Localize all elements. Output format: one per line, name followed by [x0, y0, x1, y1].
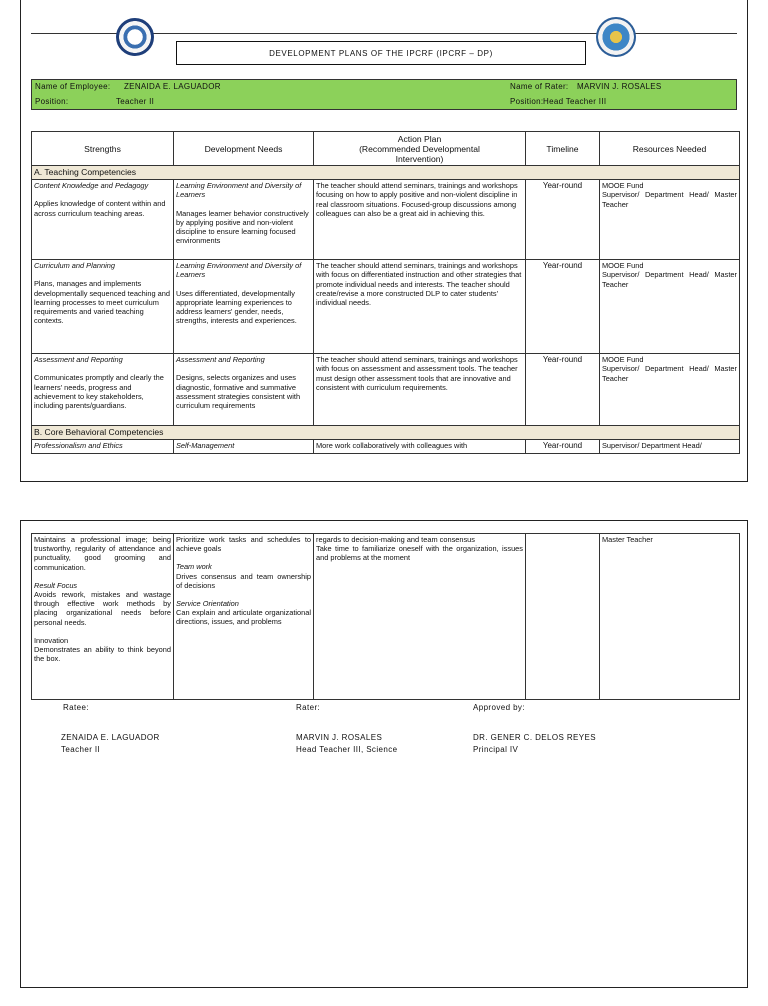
table-row [32, 260, 740, 354]
strength-desc: Demonstrates an ability to think beyond the box. [34, 645, 171, 664]
timeline-cell [526, 534, 600, 700]
need-cell [174, 354, 314, 426]
section-b-label: B. Core Behavioral Competencies [32, 426, 740, 440]
resources-cell: Master Teacher [600, 534, 740, 700]
rater-label: Name of Rater: [510, 82, 569, 91]
timeline-cell: Year-round [526, 354, 600, 426]
employee-label: Name of Employee: [35, 82, 111, 91]
employee-position: Teacher II [116, 97, 155, 106]
need-title: Learning Environment and Diversity of Learners [176, 181, 302, 200]
resources-people: Supervisor/ Department Head/ Master Teacher [602, 270, 737, 289]
approver-title: Principal IV [473, 745, 519, 754]
strength-cell [32, 180, 174, 260]
need-desc: Prioritize work tasks and schedules to achieve goals [176, 535, 311, 554]
employee-name: ZENAIDA E. LAGUADOR [124, 82, 221, 91]
resources-people: Supervisor/ Department Head/ Master Teacher [602, 364, 737, 383]
development-plan-table [31, 131, 740, 454]
strength-cell [32, 354, 174, 426]
need-title: Learning Environment and Diversity of Learners [176, 261, 302, 280]
need-desc: Manages learner behavior constructively by applying positive and non-violent discipline to ensure learning focused environments [176, 208, 309, 246]
action-cell: The teacher should attend seminars, trainings and workshops with focus on assessment and assessment tools. The teacher must design other assessment tools that are innovative and consistent with curriculum requirements. [314, 354, 526, 426]
action-text: Take time to familiarize oneself with the organization, issues and problems at the moment [316, 544, 523, 563]
strength-cell [32, 534, 174, 700]
col-action-plan: Action Plan (Recommended Developmental Intervention) [314, 132, 526, 166]
rater-position-label: Position: [510, 97, 544, 106]
action-cell [314, 534, 526, 700]
need-title: Service Orientation [176, 599, 239, 609]
school-seal-icon [596, 17, 636, 57]
rater-name: MARVIN J. ROSALES [577, 82, 662, 91]
table-row [32, 180, 740, 260]
action-text: regards to decision-making and team consensus [316, 535, 475, 544]
action-cell: The teacher should attend seminars, trainings and workshops focusing on how to apply positive and non-violent discipline in real classroom situations. Focused-group discussions among colleagues can also be a great aid in achieving this. [314, 180, 526, 260]
approved-label: Approved by: [473, 703, 525, 712]
section-a-label: A. Teaching Competencies [32, 166, 740, 180]
need-desc: Designs, selects organizes and uses diagnostic, formative and summative assessment strategies consistent with curriculum requirements [176, 373, 301, 411]
strength-title: Assessment and Reporting [34, 355, 123, 365]
resources-cell [600, 354, 740, 426]
rater-label: Rater: [296, 703, 321, 712]
resources-cell [600, 180, 740, 260]
position-label: Position: [35, 97, 69, 106]
table-row [32, 534, 740, 700]
document-title: DEVELOPMENT PLANS OF THE IPCRF (IPCRF – DP) [176, 41, 586, 65]
section-row [32, 426, 740, 440]
strength-title: Professionalism and Ethics [32, 440, 174, 454]
strength-title: Innovation [34, 635, 69, 645]
strength-title: Curriculum and Planning [34, 261, 115, 271]
need-desc: Uses differentiated, developmentally appropriate learning experiences to address learners' gender, needs, strengths, interests and experiences. [176, 288, 297, 326]
ratee-name: ZENAIDA E. LAGUADOR [61, 733, 160, 742]
table-row [32, 440, 740, 454]
need-title: Team work [176, 562, 212, 572]
employee-info-bar [31, 79, 737, 110]
need-cell [174, 534, 314, 700]
ratee-label: Ratee: [63, 703, 89, 712]
need-title: Self-Management [174, 440, 314, 454]
action-cell: The teacher should attend seminars, trainings and workshops with focus on differentiated instruction and other strategies that promote individual needs and interests. The teacher should create/revise a more constructed DLP to cater students' individual needs. [314, 260, 526, 354]
strength-desc: Communicates promptly and clearly the learners' needs, progress and achievement to key stakeholders, including parents/guardians. [34, 373, 164, 411]
page-2 [20, 520, 748, 988]
strength-desc: Avoids rework, mistakes and wastage through effective work methods by placing organizational needs before personal needs. [34, 590, 171, 627]
deped-seal-icon [116, 18, 154, 56]
resources-people: Supervisor/ Department Head/ Master Teacher [602, 190, 737, 209]
action-cell: More work collaboratively with colleagues with [314, 440, 526, 454]
need-desc: Drives consensus and team ownership of decisions [176, 571, 311, 590]
resources-fund: MOOE Fund [602, 181, 644, 191]
ratee-title: Teacher II [61, 745, 101, 754]
resources-fund: MOOE Fund [602, 355, 644, 365]
continuation-table [31, 533, 740, 700]
need-cell [174, 260, 314, 354]
strength-desc: Maintains a professional image; being trustworthy, regularity of attendance and punctuality, good grooming and communication. [34, 535, 171, 572]
col-resources: Resources Needed [600, 132, 740, 166]
need-cell [174, 180, 314, 260]
timeline-cell: Year-round [526, 440, 600, 454]
page-1 [20, 0, 748, 482]
col-timeline: Timeline [526, 132, 600, 166]
strength-cell [32, 260, 174, 354]
rater-position: Head Teacher III [543, 97, 607, 106]
resources-cell: Supervisor/ Department Head/ [600, 440, 740, 454]
rater-name: MARVIN J. ROSALES [296, 733, 383, 742]
resources-cell [600, 260, 740, 354]
timeline-cell: Year-round [526, 260, 600, 354]
timeline-cell: Year-round [526, 180, 600, 260]
rater-title: Head Teacher III, Science [296, 745, 398, 754]
strength-title: Content Knowledge and Pedagogy [34, 181, 149, 191]
need-desc: Can explain and articulate organizational directions, issues, and problems [176, 608, 311, 627]
table-header-row [32, 132, 740, 166]
strength-desc: Applies knowledge of content within and across curriculum teaching areas. [34, 199, 166, 218]
strength-title: Result Focus [34, 580, 78, 590]
approver-name: DR. GENER C. DELOS REYES [473, 733, 596, 742]
col-development-needs: Development Needs [174, 132, 314, 166]
section-row [32, 166, 740, 180]
table-row [32, 354, 740, 426]
col-strengths: Strengths [32, 132, 174, 166]
strength-desc: Plans, manages and implements developmentally sequenced teaching and learning processes to meet curriculum requirements and varied teaching contexts. [34, 279, 171, 326]
need-title: Assessment and Reporting [176, 355, 265, 365]
resources-fund: MOOE Fund [602, 261, 644, 271]
